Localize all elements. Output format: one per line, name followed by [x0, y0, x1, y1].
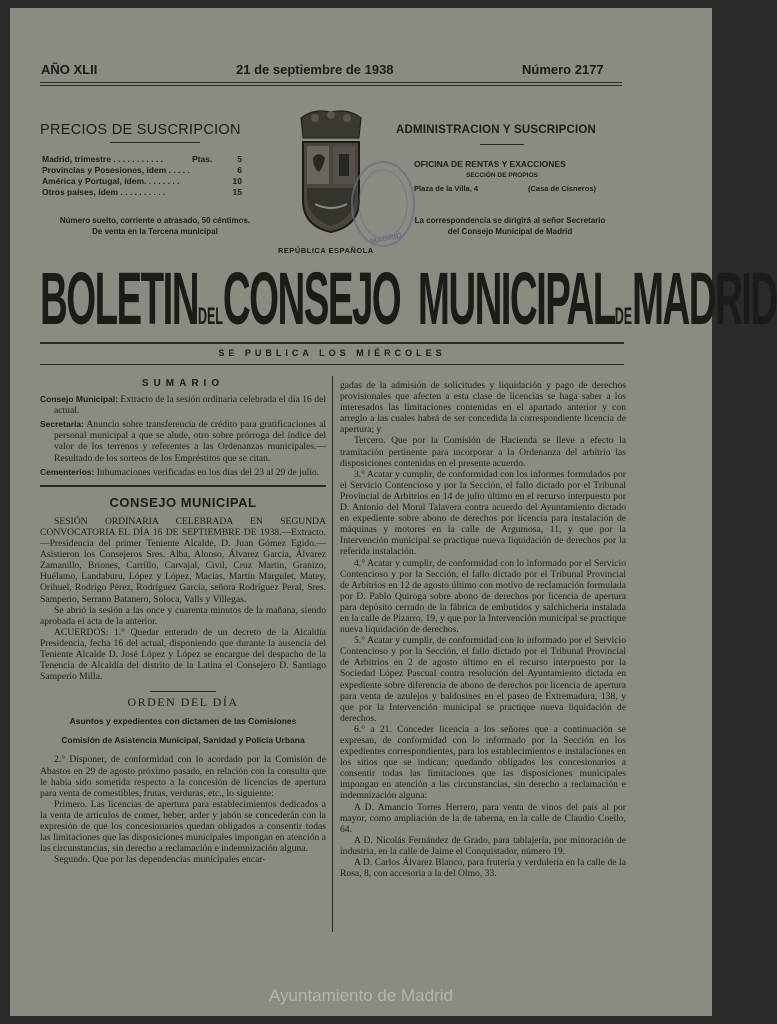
right-paragraph-2: Tercero. Que por la Comisión de Hacienda se lleve a efecto la tramitación pertinente para incorporar a la Ordenanza del arbitrio las disposiciones contenidas en el presente acuerdo.: [340, 435, 626, 469]
summary-item: [40, 419, 326, 463]
price-value: 5: [237, 154, 242, 164]
republic-label: REPÚBLICA ESPAÑOLA: [278, 246, 374, 255]
commission-heading: Comisión de Asistencia Municipal, Sanidad y Policía Urbana: [61, 735, 305, 746]
right-paragraph-9: A D. Carlos Álvarez Blanco, para frutería y verdulería en la calle de la Rosa, 8, con accesoria a la del Olmo, 33.: [340, 857, 626, 880]
right-paragraph-5: 5.° Acatar y cumplir, de conformidad con lo informado por el Servicio Contencioso y por la Sección, el fallo dictado por el Tribunal Provincial de Arbitrios en 2 de agosto último en el recurso interpuesto por la Sociedad López Pascual contra resolución del Ayuntamiento dictada en expediente sobre diferencia de abono de derechos por licencia de apertura para venta de azulejos y baldosines en el paseo de Extremadura, 138, y que por la Intervención municipal se practique nueva liquidación de derechos.: [340, 635, 626, 724]
right-paragraph-4: 4.° Acatar y cumplir, de conformidad con lo informado por el Servicio Contencioso y por la Sección, el fallo dictado por el Tribunal Provincial de Arbitrios en 12 de agosto último con motivo de reclamación formulada por D. Pablo Quiroga sobre abono de derechos por licencia de apertura para depósito cerrado de la fábrica de embutidos y salchichería instalada en la calle de Pizarro, 19, y que por la Intervención municipal se practique nueva liquidación de derechos.: [340, 557, 626, 636]
single-copy-note: [40, 215, 270, 237]
office-name: OFICINA DE RENTAS Y EXACCIONES: [414, 159, 566, 169]
archive-watermark: Ayuntamiento de Madrid: [269, 986, 453, 1005]
left-column: [40, 378, 326, 865]
title-connector-de: DE: [614, 303, 633, 330]
price-value: 10: [232, 176, 242, 186]
price-currency: Ptas.: [192, 154, 213, 164]
order-paragraph-2: 2.° Disponer, de conformidad con lo acordado por la Comisión de Abastos en 29 de agosto próximo pasado, en relación con la consulta que le había sido sometida respecto a la concesión de licencias de apertura para venta de comestibles, frutas, verduras, etc., lo siguiente:: [40, 754, 326, 799]
masthead-rule: [40, 82, 622, 83]
summary-item-text: Inhumaciones verificadas en los días del 23 al 29 de julio.: [94, 466, 320, 478]
masthead-rule-2: [40, 85, 622, 86]
price-row: [42, 154, 242, 165]
subscription-rule: [110, 142, 200, 143]
order-subheading: Asuntos y expedientes con dictamen de las Comisiones: [69, 716, 297, 727]
price-currency: [192, 176, 222, 187]
right-paragraph-3: 3.° Acatar y cumplir, de conformidad con los informes formulados por el Servicio Contencioso y por la Sección, el fallo dictado por el Tribunal Provincial de Arbitrios en 14 de julio último en el recurso interpuesto por D. Antonio del Moral Talavera contra acuerdo del Ayuntamiento dictado en expediente sobre abono de derechos por licencia para instalación de máquinas y motores en la calle de Argumosa, 11, y que por la Intervención municipal se practique nueva liquidación de derechos por la referida instalación.: [340, 468, 626, 558]
session-paragraph: SESIÓN ORDINARIA CELEBRADA EN SEGUNDA CONVOCATORIA EL DÍA 16 DE SEPTIEMBRE DE 1938.—Extracto.—Presidencia del primer Teniente Alcalde, D. Juan Gómez Egido.—Asistieron los Consejeros Sres. Alba, Alonso, Álvarez García, Álvarez Zamanillo, Briones, Carrillo, Carvajal, Civil, Cruz Martín, Granizo, Huélamo, Landaburu, López y López, Macías, Martín Margulet, Matey, Orihuel, Rodrigo Pérez, Rodríguez García, señora Rodríguez Peral, Sres. Samperio, Serrano Batanero, Soloca, Valls y Villegas.: [40, 515, 326, 605]
price-label: Provincias y Posesiones, ídem . . . . .: [42, 165, 190, 175]
title-word-municipal: MUNICIPAL: [417, 257, 615, 340]
note-price: Número suelto, corriente o atrasado, 50 céntimos.: [59, 216, 251, 225]
subtitle-rule: [40, 364, 624, 365]
price-row: [42, 187, 242, 198]
opening-paragraph: Se abrió la sesión a las once y cuarenta minutos de la mañana, siendo aprobada el acta de la anterior.: [40, 604, 326, 627]
short-divider: [150, 691, 216, 692]
price-row: [42, 165, 242, 176]
correspondence-note: [396, 215, 624, 237]
issue-year: AÑO XLII: [41, 62, 98, 77]
title-rule: [40, 342, 624, 344]
office-house: (Casa de Cisneros): [528, 184, 596, 193]
order-heading: ORDEN DEL DÍA: [127, 695, 239, 710]
administration-title: ADMINISTRACION Y SUSCRIPCION: [396, 124, 597, 136]
right-paragraph-8: A D. Nicolás Fernández de Grado, para tablajería, por minoración de industria, en la calle de Jaime el Conquistador, número 19.: [340, 834, 626, 857]
summary-item: [40, 394, 326, 416]
publication-day: SE PUBLICA LOS MIÉRCOLES: [218, 348, 446, 358]
newspaper-page: [10, 8, 777, 1016]
agreements-paragraph: ACUERDOS: 1.° Quedar enterado de un decreto de la Alcaldía Presidencia, fecha 16 del actual, disponiendo que durante la ausencia del Teniente Alcalde D. José López y López se encargue del despacho de la Tenencia de Alcaldía del distrito de la Latina el Consejero D. Santiago Samperio Milla.: [40, 626, 326, 683]
right-column: [340, 380, 626, 879]
price-value: 6: [237, 165, 242, 175]
summary-heading: SUMARIO: [141, 378, 225, 389]
note-sale: De venta en la Tercena municipal: [92, 227, 218, 236]
price-label: Otros países, ídem . . . . . . . . . .: [42, 187, 166, 197]
correspondence-line-1: La correspondencia se dirigirá al señor Secretario: [414, 216, 606, 225]
right-paragraph-1: gadas de la admisión de solicitudes y liquidación y pago de derechos provisionales que afecten a esta clase de licencias se haga saber a los interesados las limitaciones contenidas en el apartado anterior y con arreglo a las cuales habrá de ser concedida la correspondiente licencia de apertura; y: [340, 380, 626, 436]
newspaper-title: [40, 257, 777, 354]
price-currency: [192, 187, 222, 198]
summary-item-text: Extracto de la sesión ordinaria celebrada el día 16 del actual.: [54, 394, 326, 417]
summary-item-label: Cementerios:: [40, 466, 95, 477]
correspondence-line-2: del Consejo Municipal de Madrid: [447, 227, 573, 236]
price-list: [42, 154, 242, 198]
issue-date: 21 de septiembre de 1938: [236, 62, 394, 77]
price-currency: [192, 165, 222, 176]
right-paragraph-6: 6.° a 21. Conceder licencia a los señores que a continuación se expresan, de conformidad con lo informado por la Sección en los expedientes correspondientes, para los establecimientos e instalaciones en los sitios que se indican; quedando obligados los concesionarios a consentir todas las limitaciones que las disposiciones municipales impongan en atención a las circunstancias, sin derecho a reclamación e indemnización alguna:: [340, 723, 626, 802]
price-label: Madrid, trimestre . . . . . . . . . . .: [42, 154, 163, 164]
order-paragraph-second: Segundo. Que por las dependencias municipales encar-: [54, 854, 266, 866]
issue-number: Número 2177: [522, 62, 604, 77]
title-word-boletin: BOLETIN: [40, 257, 198, 340]
office-section: SECCIÓN DE PROPIOS: [466, 172, 538, 179]
summary-item-text: Anuncio sobre transferencia de crédito para gratificaciones al personal municipal a que se alude, otro sobre prórroga del índice del valor de los terrenos y referentes a las Ordenanzas municipales.—Resultado de los sorteos de los Empréstitos que se citan.: [54, 419, 326, 464]
subscription-title: PRECIOS DE SUSCRIPCION: [40, 122, 241, 138]
stamp-text: MADRID: [369, 230, 403, 247]
title-word-consejo: CONSEJO: [222, 257, 401, 340]
section-divider: [40, 485, 326, 487]
right-paragraph-7: A D. Amancio Torres Herrero, para venta de vinos del país al por mayor, como ampliación de la de taberna, en la calle de Claudio Coello, 64.: [340, 801, 626, 835]
summary-item-label: Consejo Municipal:: [40, 394, 118, 405]
administration-rule: [480, 144, 524, 145]
summary-list: [40, 394, 326, 478]
council-heading: CONSEJO MUNICIPAL: [109, 494, 257, 510]
order-paragraph-first: Primero. Las licencias de apertura para establecimientos dedicados a la venta de artículos de comer, beber, arder y jabón se concederán con la expresión de que los concesionarios quedan obligados a consentir todas las limitaciones que las disposiciones municipales impongan en atención a las circunstancias, sin derecho a reclamación e indemnización alguna.: [40, 798, 326, 855]
title-word-madrid: MADRID: [632, 257, 777, 340]
title-connector-del: DEL: [197, 303, 223, 330]
price-value: 15: [232, 187, 242, 197]
price-label: América y Portugal, ídem. . . . . . . .: [42, 176, 180, 186]
summary-item: [40, 467, 326, 478]
summary-item-label: Secretaría:: [40, 419, 84, 430]
price-row: [42, 176, 242, 187]
column-divider: [332, 376, 333, 932]
office-address: Plaza de la Villa, 4: [414, 184, 479, 193]
